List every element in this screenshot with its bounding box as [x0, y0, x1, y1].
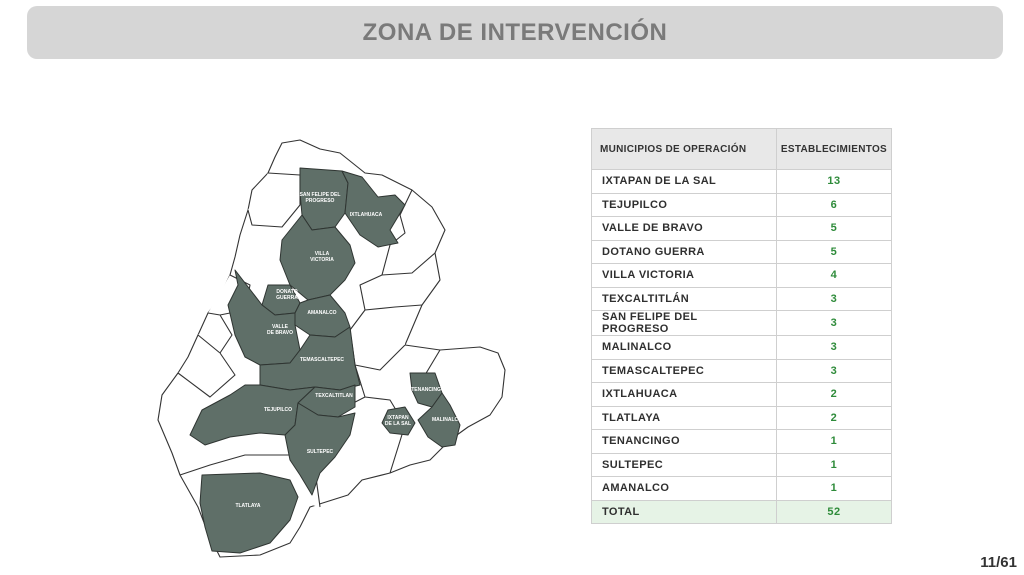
- label-sultepec: SULTEPEC: [306, 449, 334, 455]
- table-row: [592, 359, 892, 383]
- municipio-cell: MALINALCO: [592, 336, 777, 360]
- table-row: [592, 477, 892, 501]
- municipio-cell: IXTAPAN DE LA SAL: [592, 170, 777, 194]
- label-malinalco: MALINALCO: [432, 417, 462, 423]
- header-establecimientos: ESTABLECIMIENTOS: [776, 129, 891, 170]
- header-municipios: MUNICIPIOS DE OPERACIÓN: [592, 129, 777, 170]
- municipio-cell: VALLE DE BRAVO: [592, 217, 777, 241]
- count-cell: 2: [776, 406, 891, 430]
- count-cell: 1: [776, 477, 891, 501]
- count-cell: 6: [776, 193, 891, 217]
- count-cell: 3: [776, 287, 891, 311]
- label-amanalco: AMANALCO: [307, 310, 337, 316]
- count-cell: 3: [776, 311, 891, 336]
- label-donato-guerra-1: DONATO: [276, 289, 298, 295]
- label-donato-guerra-2: GUERRA: [276, 295, 298, 301]
- label-villa-victoria-1: VILLA: [314, 251, 330, 257]
- label-tlatlaya: TLATLAYA: [235, 503, 261, 509]
- count-cell: 13: [776, 170, 891, 194]
- municipio-cell: DOTANO GUERRA: [592, 240, 777, 264]
- total-count: 52: [776, 500, 891, 524]
- municipio-cell: TEXCALTITLÁN: [592, 287, 777, 311]
- municipio-cell: TEJUPILCO: [592, 193, 777, 217]
- table-row: [592, 383, 892, 407]
- total-label: TOTAL: [592, 500, 777, 524]
- label-ixtapan-1: IXTAPAN: [387, 415, 409, 421]
- label-tenancingo: TENANCINGO: [411, 387, 445, 393]
- table-row: [592, 311, 892, 336]
- label-valle-de-bravo-1: VALLE: [271, 324, 289, 330]
- municipio-cell: AMANALCO: [592, 477, 777, 501]
- table-row: [592, 264, 892, 288]
- label-san-felipe-1: SAN FELIPE DEL: [299, 192, 341, 198]
- table-row: [592, 406, 892, 430]
- count-cell: 1: [776, 430, 891, 454]
- label-tejupilco: TEJUPILCO: [263, 407, 293, 413]
- label-temascaltepec: TEMASCALTEPEC: [299, 357, 345, 363]
- table-row: [592, 453, 892, 477]
- page-number: 11/61: [980, 554, 1017, 571]
- municipio-cell: IXTLAHUACA: [592, 383, 777, 407]
- count-cell: 3: [776, 336, 891, 360]
- label-villa-victoria-2: VICTORIA: [310, 257, 334, 263]
- table-row: [592, 336, 892, 360]
- table-total-row: [592, 500, 892, 524]
- municipio-cell: VILLA VICTORIA: [592, 264, 777, 288]
- label-san-felipe-2: PROGRESO: [305, 198, 335, 204]
- label-ixtlahuaca: IXTLAHUACA: [349, 212, 383, 218]
- operations-table: [591, 128, 892, 524]
- count-cell: 1: [776, 453, 891, 477]
- table-header-row: [592, 129, 892, 170]
- count-cell: 2: [776, 383, 891, 407]
- table-row: [592, 240, 892, 264]
- table-row: [592, 193, 892, 217]
- table-row: [592, 287, 892, 311]
- municipio-cell: TLATLAYA: [592, 406, 777, 430]
- municipio-cell: TENANCINGO: [592, 430, 777, 454]
- table-row: [592, 217, 892, 241]
- count-cell: 4: [776, 264, 891, 288]
- title-bar: [27, 6, 1003, 59]
- label-ixtapan-2: DE LA SAL: [384, 421, 412, 427]
- page-title: ZONA DE INTERVENCIÓN: [362, 18, 668, 46]
- count-cell: 5: [776, 240, 891, 264]
- label-texcaltitlan: TEXCALTITLAN: [315, 393, 353, 399]
- map-svg: [150, 135, 515, 560]
- municipio-cell: SAN FELIPE DEL PROGRESO: [592, 311, 777, 336]
- label-valle-de-bravo-2: DE BRAVO: [266, 330, 294, 336]
- municipio-cell: SULTEPEC: [592, 453, 777, 477]
- municipalities-map: [150, 135, 515, 560]
- count-cell: 5: [776, 217, 891, 241]
- table-row: [592, 430, 892, 454]
- municipio-cell: TEMASCALTEPEC: [592, 359, 777, 383]
- table-row: [592, 170, 892, 194]
- count-cell: 3: [776, 359, 891, 383]
